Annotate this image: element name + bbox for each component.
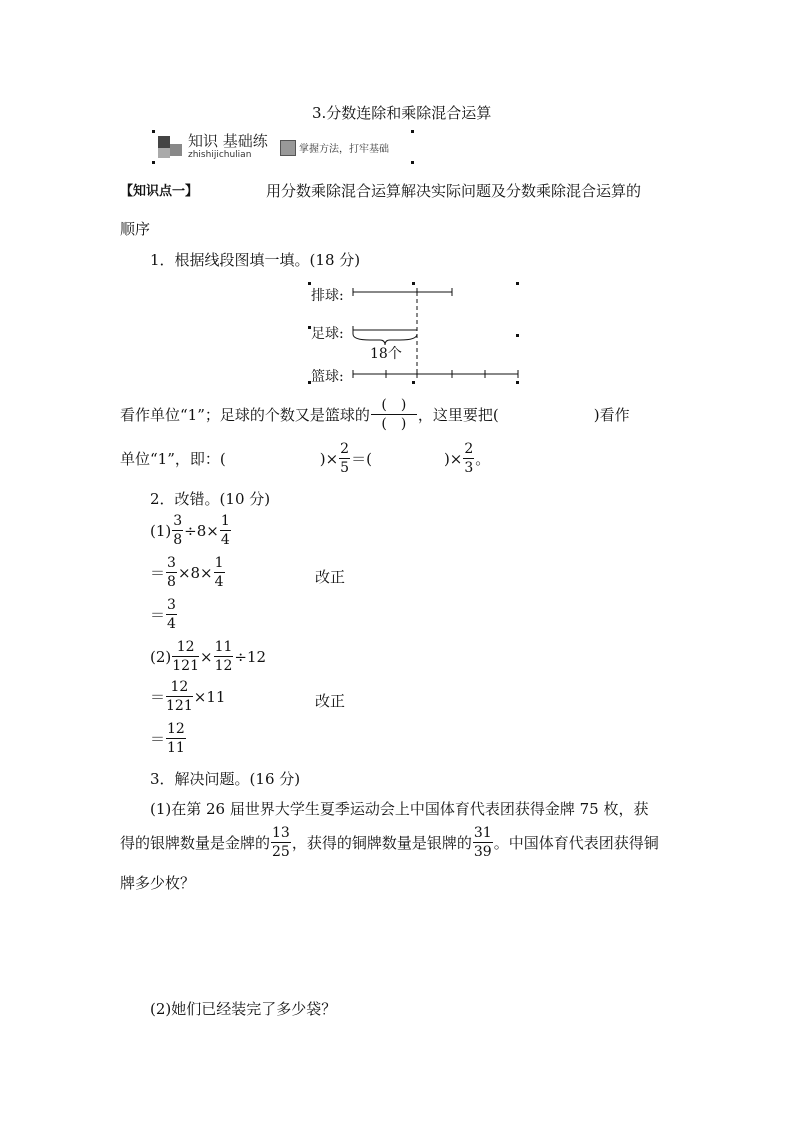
label-lanqiu: 篮球:: [311, 369, 344, 385]
corner-mark: [152, 161, 155, 164]
operator: ×8×: [177, 563, 213, 582]
banner-sub: 掌握方法，打牢基础: [299, 144, 389, 155]
blank-fraction: $\frac{( )}{( )}$: [371, 398, 417, 431]
equals: ＝: [150, 606, 166, 624]
q2-p1-label: (1): [150, 521, 172, 540]
fraction: $\frac{11}{12}$: [214, 639, 233, 674]
q2-p2-label: (2): [150, 647, 172, 666]
q3-text: 得的银牌数量是金牌的: [120, 834, 271, 852]
corner-mark: [411, 161, 414, 164]
operator: ÷12: [234, 647, 267, 666]
q3-p1-line1: (1)在第 26 届世界大学生夏季运动会上中国体育代表团获得金牌 75 枚，获: [150, 800, 649, 818]
q2-p2-line3: [150, 722, 187, 755]
q3-text: ，获得的铜牌数量是银牌的: [291, 834, 472, 852]
q1-line1-b: ，这里要把(: [417, 406, 499, 424]
q1-line1-c: )看作: [593, 406, 630, 424]
q1-line2-c: ＝(: [351, 450, 372, 468]
banner-main: 知识 基础练: [188, 132, 268, 150]
label-zuqiu: 足球:: [311, 326, 344, 342]
fraction: $\frac{12}{121}$: [166, 679, 193, 714]
corner-mark: [152, 130, 155, 133]
q1-line1: [120, 398, 630, 431]
fraction-13-25: $\frac{13}{25}$: [272, 825, 290, 860]
equals: ＝: [150, 564, 166, 582]
label-count: 18个: [370, 346, 402, 362]
q1-line2-d: )×: [443, 449, 463, 468]
q2-p2-line1: [150, 640, 266, 673]
banner-square-icon: [280, 140, 296, 156]
label-paiqiu: 排球:: [311, 288, 344, 304]
knowledge-tag: 【知识点一】: [120, 184, 199, 199]
q1-line2-b: )×: [319, 449, 339, 468]
page-title: 3.分数连除和乘除混合运算: [312, 104, 492, 122]
operator: ×11: [193, 687, 226, 706]
q2-p1-line3: [150, 598, 178, 631]
q3-heading: 3．解决问题。(16 分): [150, 770, 301, 788]
fraction-2-3: $\frac{2}{3}$: [464, 441, 474, 476]
banner-pinyin: zhishijichulian: [188, 150, 252, 160]
section-banner: [152, 130, 414, 164]
equals: ＝: [150, 688, 166, 706]
operator: ÷8×: [184, 521, 219, 540]
knowledge-text-2: 顺序: [120, 220, 151, 238]
fraction: $\frac{1}{4}$: [214, 555, 224, 590]
q2-p2-fix: 改正: [315, 692, 346, 710]
q3-text: 。中国体育代表团获得铜: [493, 834, 659, 852]
fraction-31-39: $\frac{31}{39}$: [473, 825, 492, 860]
q1-line2-e: 。: [475, 450, 491, 468]
fraction: $\frac{12}{11}$: [167, 721, 185, 756]
corner-mark: [411, 130, 414, 133]
q2-p1-line2: [150, 556, 226, 589]
operator: ×: [199, 647, 213, 666]
q3-p2: (2)她们已经装完了多少袋？: [150, 1000, 337, 1018]
knowledge-text-1: 用分数乘除混合运算解决实际问题及分数乘除混合运算的: [266, 182, 642, 200]
q3-p1-line2: [120, 826, 659, 859]
fraction: $\frac{3}{8}$: [167, 555, 176, 590]
q2-p1-fix: 改正: [315, 568, 346, 586]
equals: ＝: [150, 730, 166, 748]
q1-line1-a: 看作单位“1”；足球的个数又是篮球的: [120, 406, 370, 424]
fraction: $\frac{3}{4}$: [167, 597, 176, 632]
fraction-2-5: $\frac{2}{5}$: [340, 441, 350, 476]
fraction: $\frac{3}{8}$: [173, 513, 183, 548]
q3-p1-line3: 牌多少枚？: [120, 874, 196, 892]
fraction: $\frac{1}{4}$: [220, 513, 230, 548]
q1-line2-a: 单位“1”，即：(: [120, 450, 226, 468]
q2-heading: 2．改错。(10 分): [150, 490, 271, 508]
banner-logo-icon: [156, 134, 186, 160]
q1-heading: 1．根据线段图填一填。(18 分): [150, 251, 361, 269]
fraction: $\frac{12}{121}$: [172, 639, 199, 674]
q2-p2-line2: [150, 680, 225, 713]
q2-p1-line1: [150, 514, 232, 547]
q1-line2: [120, 442, 490, 475]
